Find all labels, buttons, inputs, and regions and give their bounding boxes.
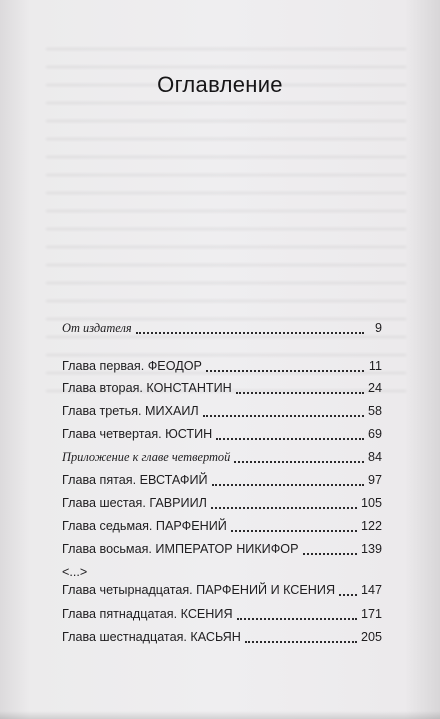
toc-entry bbox=[62, 401, 382, 421]
toc-entry-label: Глава пятнадцатая. КСЕНИЯ bbox=[62, 607, 233, 621]
toc-entry-page: 69 bbox=[367, 427, 382, 441]
toc-entry-page: 105 bbox=[360, 496, 382, 510]
toc-entry-label: Глава вторая. КОНСТАНТИН bbox=[62, 381, 232, 395]
dot-leader bbox=[216, 437, 364, 440]
toc-entry bbox=[62, 539, 382, 559]
page-title: Оглавление bbox=[157, 72, 283, 97]
toc-entry bbox=[62, 627, 382, 647]
toc-entry-page: 9 bbox=[374, 321, 382, 335]
toc-entry bbox=[62, 604, 382, 624]
dot-leader bbox=[339, 593, 357, 596]
toc-entry bbox=[62, 470, 382, 490]
dot-leader bbox=[245, 640, 357, 643]
toc-entry bbox=[62, 447, 382, 467]
toc-entry-page: 147 bbox=[360, 583, 382, 597]
dot-leader bbox=[237, 617, 357, 620]
toc-entry-page: 58 bbox=[367, 404, 382, 418]
dot-leader bbox=[231, 529, 357, 532]
toc-entry bbox=[62, 356, 382, 376]
dot-leader bbox=[212, 483, 364, 486]
toc-entry-label: Приложение к главе четвертой bbox=[62, 450, 231, 464]
toc-entry-label: Глава третья. МИХАИЛ bbox=[62, 404, 199, 418]
dot-leader bbox=[303, 552, 357, 555]
toc-entry-page: 205 bbox=[360, 630, 382, 644]
dot-leader bbox=[211, 506, 357, 509]
toc-entry-label: Глава четвертая. ЮСТИН bbox=[62, 427, 213, 441]
toc-entry-page: 97 bbox=[367, 473, 382, 487]
toc-entry-label: Глава пятая. ЕВСТАФИЙ bbox=[62, 473, 208, 487]
dot-leader bbox=[234, 460, 364, 463]
toc-entry-label: Глава седьмая. ПАРФЕНИЙ bbox=[62, 519, 227, 533]
toc-entry-label: От издателя bbox=[62, 321, 132, 335]
toc-entry bbox=[62, 493, 382, 513]
toc-entry-page: 139 bbox=[360, 542, 382, 556]
dot-leader bbox=[206, 369, 364, 372]
toc-entry-page: 171 bbox=[360, 607, 382, 621]
toc-entry-page: 11 bbox=[368, 359, 382, 373]
toc-entry-page: 122 bbox=[360, 519, 382, 533]
toc-entry-page: 24 bbox=[367, 381, 382, 395]
toc-entry-page: 84 bbox=[367, 450, 382, 464]
toc-entry-label: Глава первая. ФЕОДОР bbox=[62, 359, 202, 373]
toc-entry-label: Глава шестнадцатая. КАСЬЯН bbox=[62, 630, 241, 644]
toc-entry bbox=[62, 318, 382, 338]
toc-entry bbox=[62, 580, 382, 600]
toc-entry-label: Глава восьмая. ИМПЕРАТОР НИКИФОР bbox=[62, 542, 299, 556]
toc-ellipsis: <...> bbox=[62, 565, 88, 579]
toc-entry-label: Глава шестая. ГАВРИИЛ bbox=[62, 496, 207, 510]
toc-entry bbox=[62, 424, 382, 444]
toc-entry-label: Глава четырнадцатая. ПАРФЕНИЙ И КСЕНИЯ bbox=[62, 583, 336, 597]
page-edge-shadow bbox=[0, 711, 440, 719]
dot-leader bbox=[136, 331, 364, 334]
toc-entry bbox=[62, 516, 382, 536]
dot-leader bbox=[203, 414, 364, 417]
toc-entry bbox=[62, 378, 382, 398]
dot-leader bbox=[236, 391, 364, 394]
